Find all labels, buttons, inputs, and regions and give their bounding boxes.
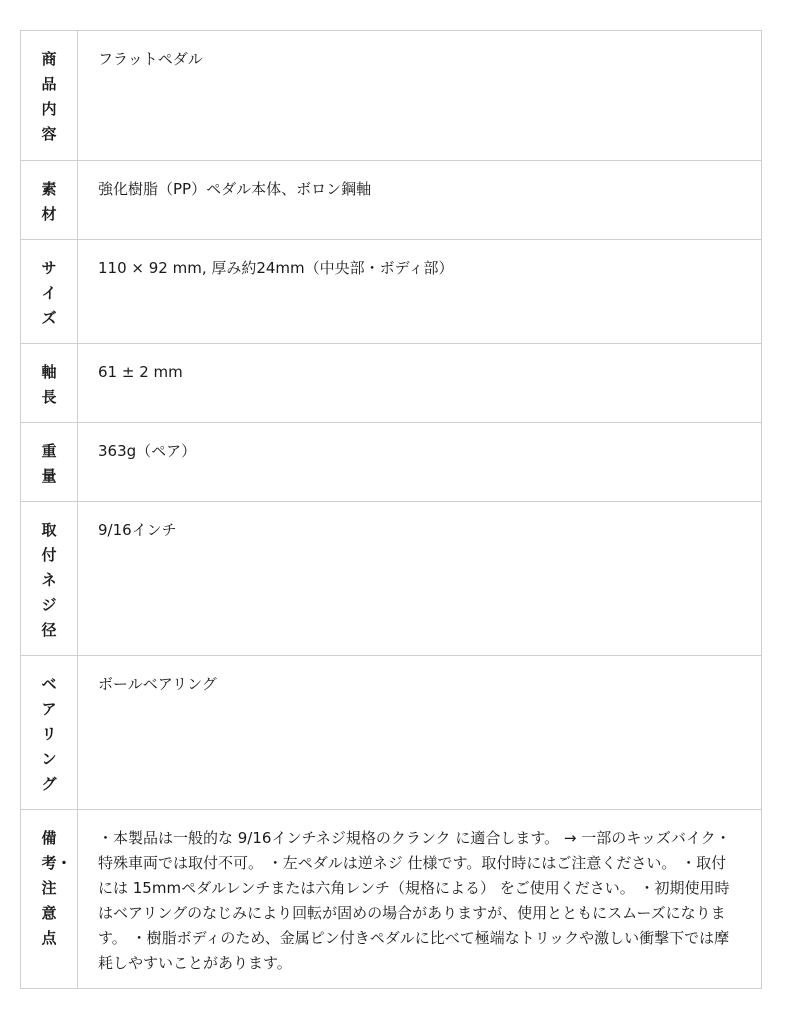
spec-value: 9/16インチ [98,521,177,539]
spec-row-size [21,240,762,344]
spec-label-cell [21,502,78,656]
spec-label: 軸長 [41,363,57,406]
spec-label-cell [21,161,78,240]
spec-label-cell [21,810,78,989]
spec-label-cell [21,656,78,810]
spec-row-axle-length [21,344,762,423]
spec-row-contents [21,31,762,161]
spec-value-cell [78,31,762,161]
spec-value: 363g（ペア） [98,442,197,460]
spec-label-cell [21,344,78,423]
spec-value-cell [78,656,762,810]
spec-value: 110 × 92 mm, 厚み約24mm（中央部・ボディ部） [98,259,454,277]
spec-label-cell [21,240,78,344]
spec-row-notes [21,810,762,989]
spec-value-cell [78,810,762,989]
spec-label: 素材 [41,180,57,223]
spec-label: 備考・注意点 [41,829,72,947]
spec-value: フラットペダル [98,50,203,68]
spec-value-cell [78,502,762,656]
spec-label-cell [21,31,78,161]
spec-value-cell [78,423,762,502]
spec-label: サイズ [41,259,57,327]
spec-row-material [21,161,762,240]
spec-label: 取付ネジ径 [41,521,57,639]
spec-label-cell [21,423,78,502]
spec-value: 強化樹脂（PP）ペダル本体、ボロン鋼軸 [98,180,372,198]
spec-row-weight [21,423,762,502]
spec-label: 重量 [41,442,57,485]
spec-row-thread [21,502,762,656]
spec-label: ベアリング [41,675,57,793]
spec-value: ボールベアリング [98,675,217,693]
spec-notes-text: ・本製品は一般的な 9/16インチネジ規格のクランク に適合します。 → 一部のキッズバイク・特殊車両では取付不可。 ・左ペダルは逆ネジ 仕様です。取付時にはご注意ください。 ・取付には 15mmペダルレンチまたは六角レンチ（規格による） をご使用ください。 ・初期使用時はベアリングのなじみにより回転が固めの場合がありますが、使用とともにスムーズになります。 ・樹脂ボディのため、金属ピン付きペダルに比べて極端なトリックや激しい衝撃下では摩耗しやすいことがあります。 [98,829,731,972]
spec-value-cell [78,240,762,344]
spec-value-cell [78,161,762,240]
spec-label: 商品内容 [41,50,57,143]
spec-table [20,30,762,989]
spec-value-cell [78,344,762,423]
spec-row-bearing [21,656,762,810]
spec-value: 61 ± 2 mm [98,363,183,381]
